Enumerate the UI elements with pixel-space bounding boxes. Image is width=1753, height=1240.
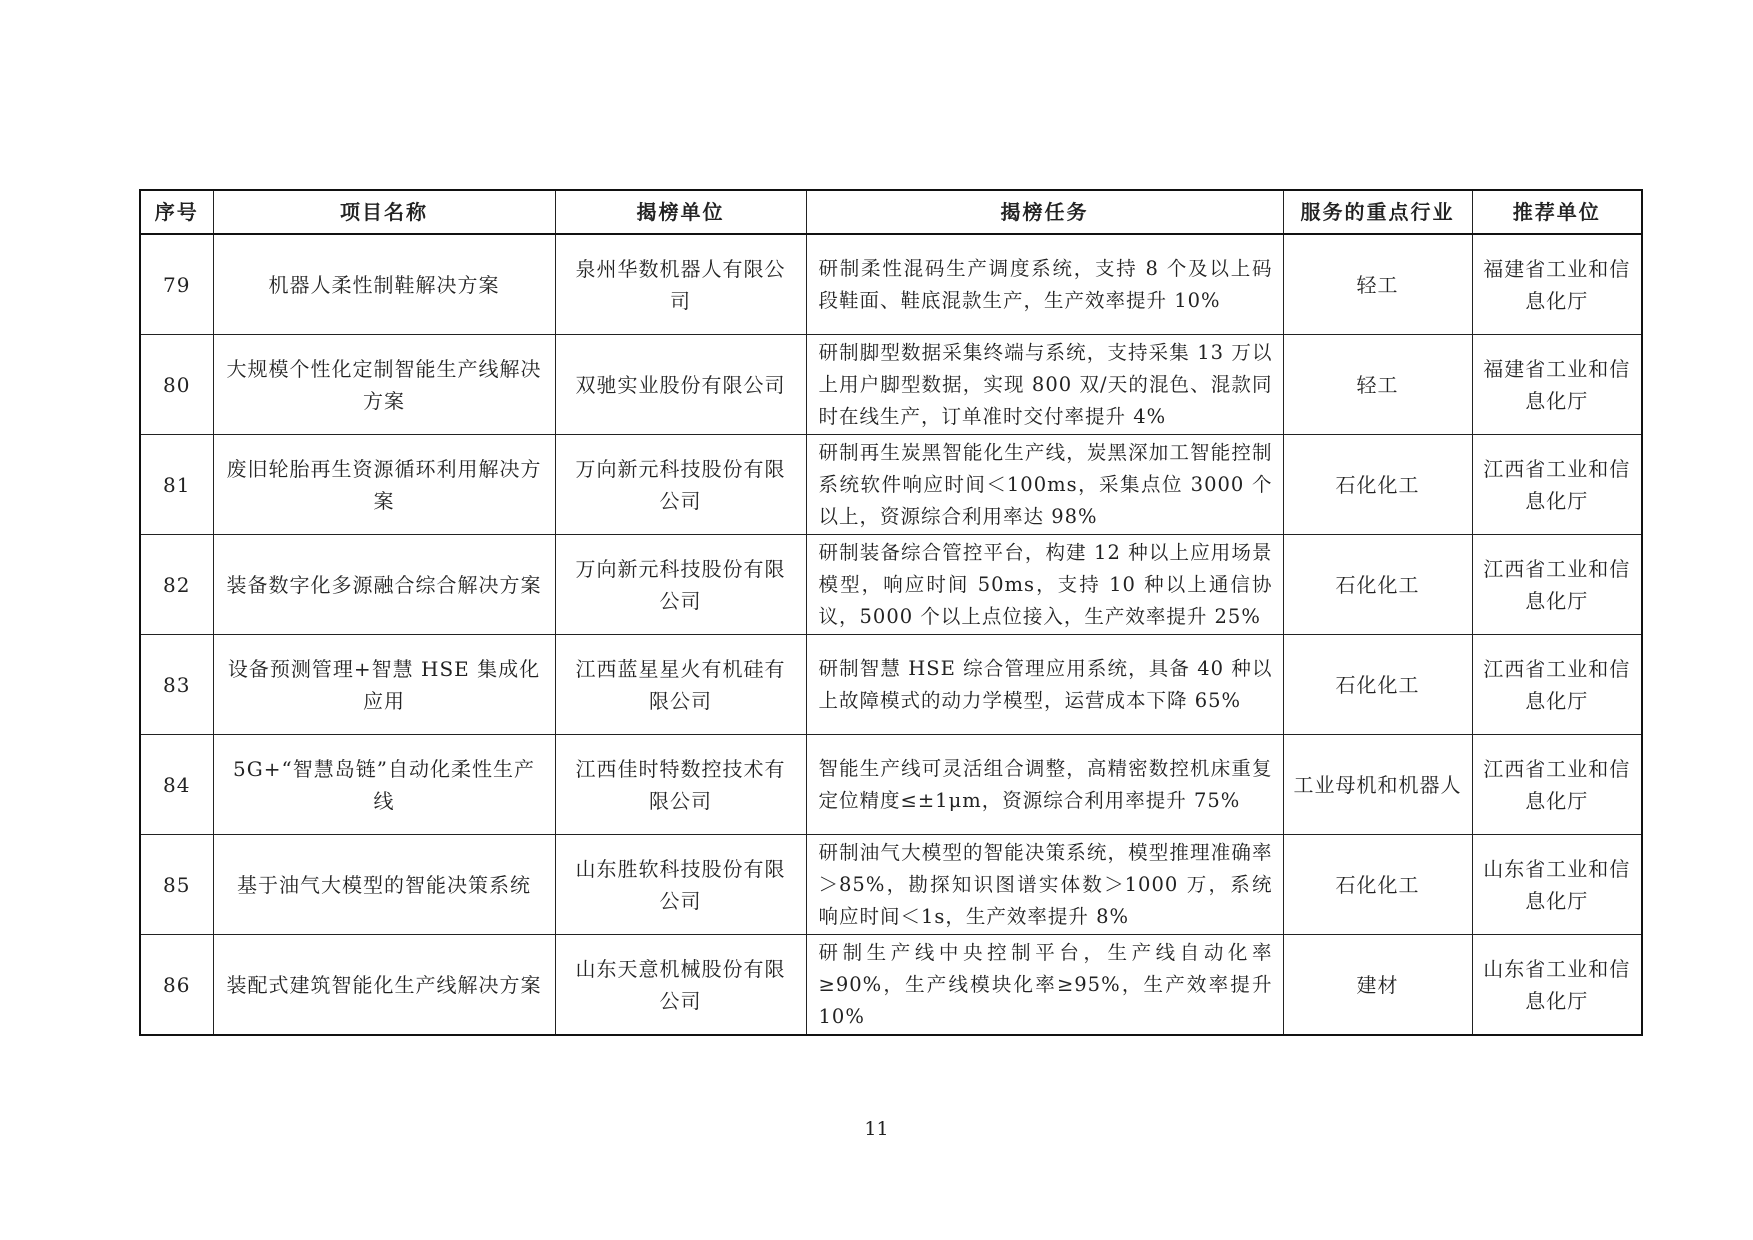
header-unit: 揭榜单位 — [555, 190, 806, 234]
cell-task: 研制油气大模型的智能决策系统，模型推理准确率＞85%，勘探知识图谱实体数＞1000 万，系统响应时间＜1s，生产效率提升 8% — [806, 835, 1283, 935]
cell-project-name: 废旧轮胎再生资源循环利用解决方案 — [213, 435, 555, 535]
cell-task: 智能生产线可灵活组合调整，高精密数控机床重复定位精度≤±1μm，资源综合利用率提升 75% — [806, 735, 1283, 835]
cell-industry: 石化化工 — [1283, 835, 1472, 935]
cell-unit: 江西蓝星星火有机硅有限公司 — [555, 635, 806, 735]
cell-serial: 80 — [140, 335, 213, 435]
cell-unit: 山东胜软科技股份有限公司 — [555, 835, 806, 935]
page-number: 11 — [864, 1118, 889, 1140]
cell-task: 研制再生炭黑智能化生产线，炭黑深加工智能控制系统软件响应时间＜100ms，采集点位 3000 个以上，资源综合利用率达 98% — [806, 435, 1283, 535]
table-header-row — [140, 190, 1642, 234]
table-row — [140, 935, 1642, 1036]
cell-serial: 83 — [140, 635, 213, 735]
table-row — [140, 835, 1642, 935]
cell-industry: 石化化工 — [1283, 535, 1472, 635]
table-row — [140, 435, 1642, 535]
cell-recommender: 江西省工业和信息化厅 — [1472, 535, 1642, 635]
cell-project-name: 装配式建筑智能化生产线解决方案 — [213, 935, 555, 1036]
cell-recommender: 山东省工业和信息化厅 — [1472, 835, 1642, 935]
cell-recommender: 福建省工业和信息化厅 — [1472, 234, 1642, 335]
cell-serial: 85 — [140, 835, 213, 935]
cell-serial: 81 — [140, 435, 213, 535]
cell-project-name: 5G+“智慧岛链”自动化柔性生产线 — [213, 735, 555, 835]
cell-serial: 82 — [140, 535, 213, 635]
cell-task: 研制装备综合管控平台，构建 12 种以上应用场景模型，响应时间 50ms，支持 10 种以上通信协议，5000 个以上点位接入，生产效率提升 25% — [806, 535, 1283, 635]
cell-unit: 泉州华数机器人有限公司 — [555, 234, 806, 335]
cell-industry: 轻工 — [1283, 234, 1472, 335]
cell-industry: 工业母机和机器人 — [1283, 735, 1472, 835]
cell-task: 研制脚型数据采集终端与系统，支持采集 13 万以上用户脚型数据，实现 800 双/天的混色、混款同时在线生产，订单准时交付率提升 4% — [806, 335, 1283, 435]
cell-industry: 建材 — [1283, 935, 1472, 1036]
cell-industry: 轻工 — [1283, 335, 1472, 435]
header-project-name: 项目名称 — [213, 190, 555, 234]
table-row — [140, 535, 1642, 635]
cell-task: 研制柔性混码生产调度系统，支持 8 个及以上码段鞋面、鞋底混款生产，生产效率提升 10% — [806, 234, 1283, 335]
cell-project-name: 机器人柔性制鞋解决方案 — [213, 234, 555, 335]
cell-serial: 86 — [140, 935, 213, 1036]
table-row — [140, 735, 1642, 835]
cell-project-name: 装备数字化多源融合综合解决方案 — [213, 535, 555, 635]
cell-recommender: 江西省工业和信息化厅 — [1472, 635, 1642, 735]
cell-industry: 石化化工 — [1283, 635, 1472, 735]
cell-project-name: 大规模个性化定制智能生产线解决方案 — [213, 335, 555, 435]
cell-unit: 万向新元科技股份有限公司 — [555, 435, 806, 535]
header-recommender: 推荐单位 — [1472, 190, 1642, 234]
table-row — [140, 234, 1642, 335]
cell-recommender: 山东省工业和信息化厅 — [1472, 935, 1642, 1036]
cell-unit: 山东天意机械股份有限公司 — [555, 935, 806, 1036]
cell-serial: 79 — [140, 234, 213, 335]
cell-recommender: 福建省工业和信息化厅 — [1472, 335, 1642, 435]
cell-unit: 双驰实业股份有限公司 — [555, 335, 806, 435]
cell-industry: 石化化工 — [1283, 435, 1472, 535]
cell-recommender: 江西省工业和信息化厅 — [1472, 735, 1642, 835]
cell-project-name: 设备预测管理+智慧 HSE 集成化应用 — [213, 635, 555, 735]
project-table — [139, 189, 1643, 1036]
cell-task: 研制生产线中央控制平台，生产线自动化率≥90%，生产线模块化率≥95%，生产效率提升 10% — [806, 935, 1283, 1036]
cell-project-name: 基于油气大模型的智能决策系统 — [213, 835, 555, 935]
cell-recommender: 江西省工业和信息化厅 — [1472, 435, 1642, 535]
cell-unit: 江西佳时特数控技术有限公司 — [555, 735, 806, 835]
header-industry: 服务的重点行业 — [1283, 190, 1472, 234]
cell-unit: 万向新元科技股份有限公司 — [555, 535, 806, 635]
cell-task: 研制智慧 HSE 综合管理应用系统，具备 40 种以上故障模式的动力学模型，运营成本下降 65% — [806, 635, 1283, 735]
cell-serial: 84 — [140, 735, 213, 835]
table-row — [140, 335, 1642, 435]
header-task: 揭榜任务 — [806, 190, 1283, 234]
header-serial: 序号 — [140, 190, 213, 234]
table-row — [140, 635, 1642, 735]
